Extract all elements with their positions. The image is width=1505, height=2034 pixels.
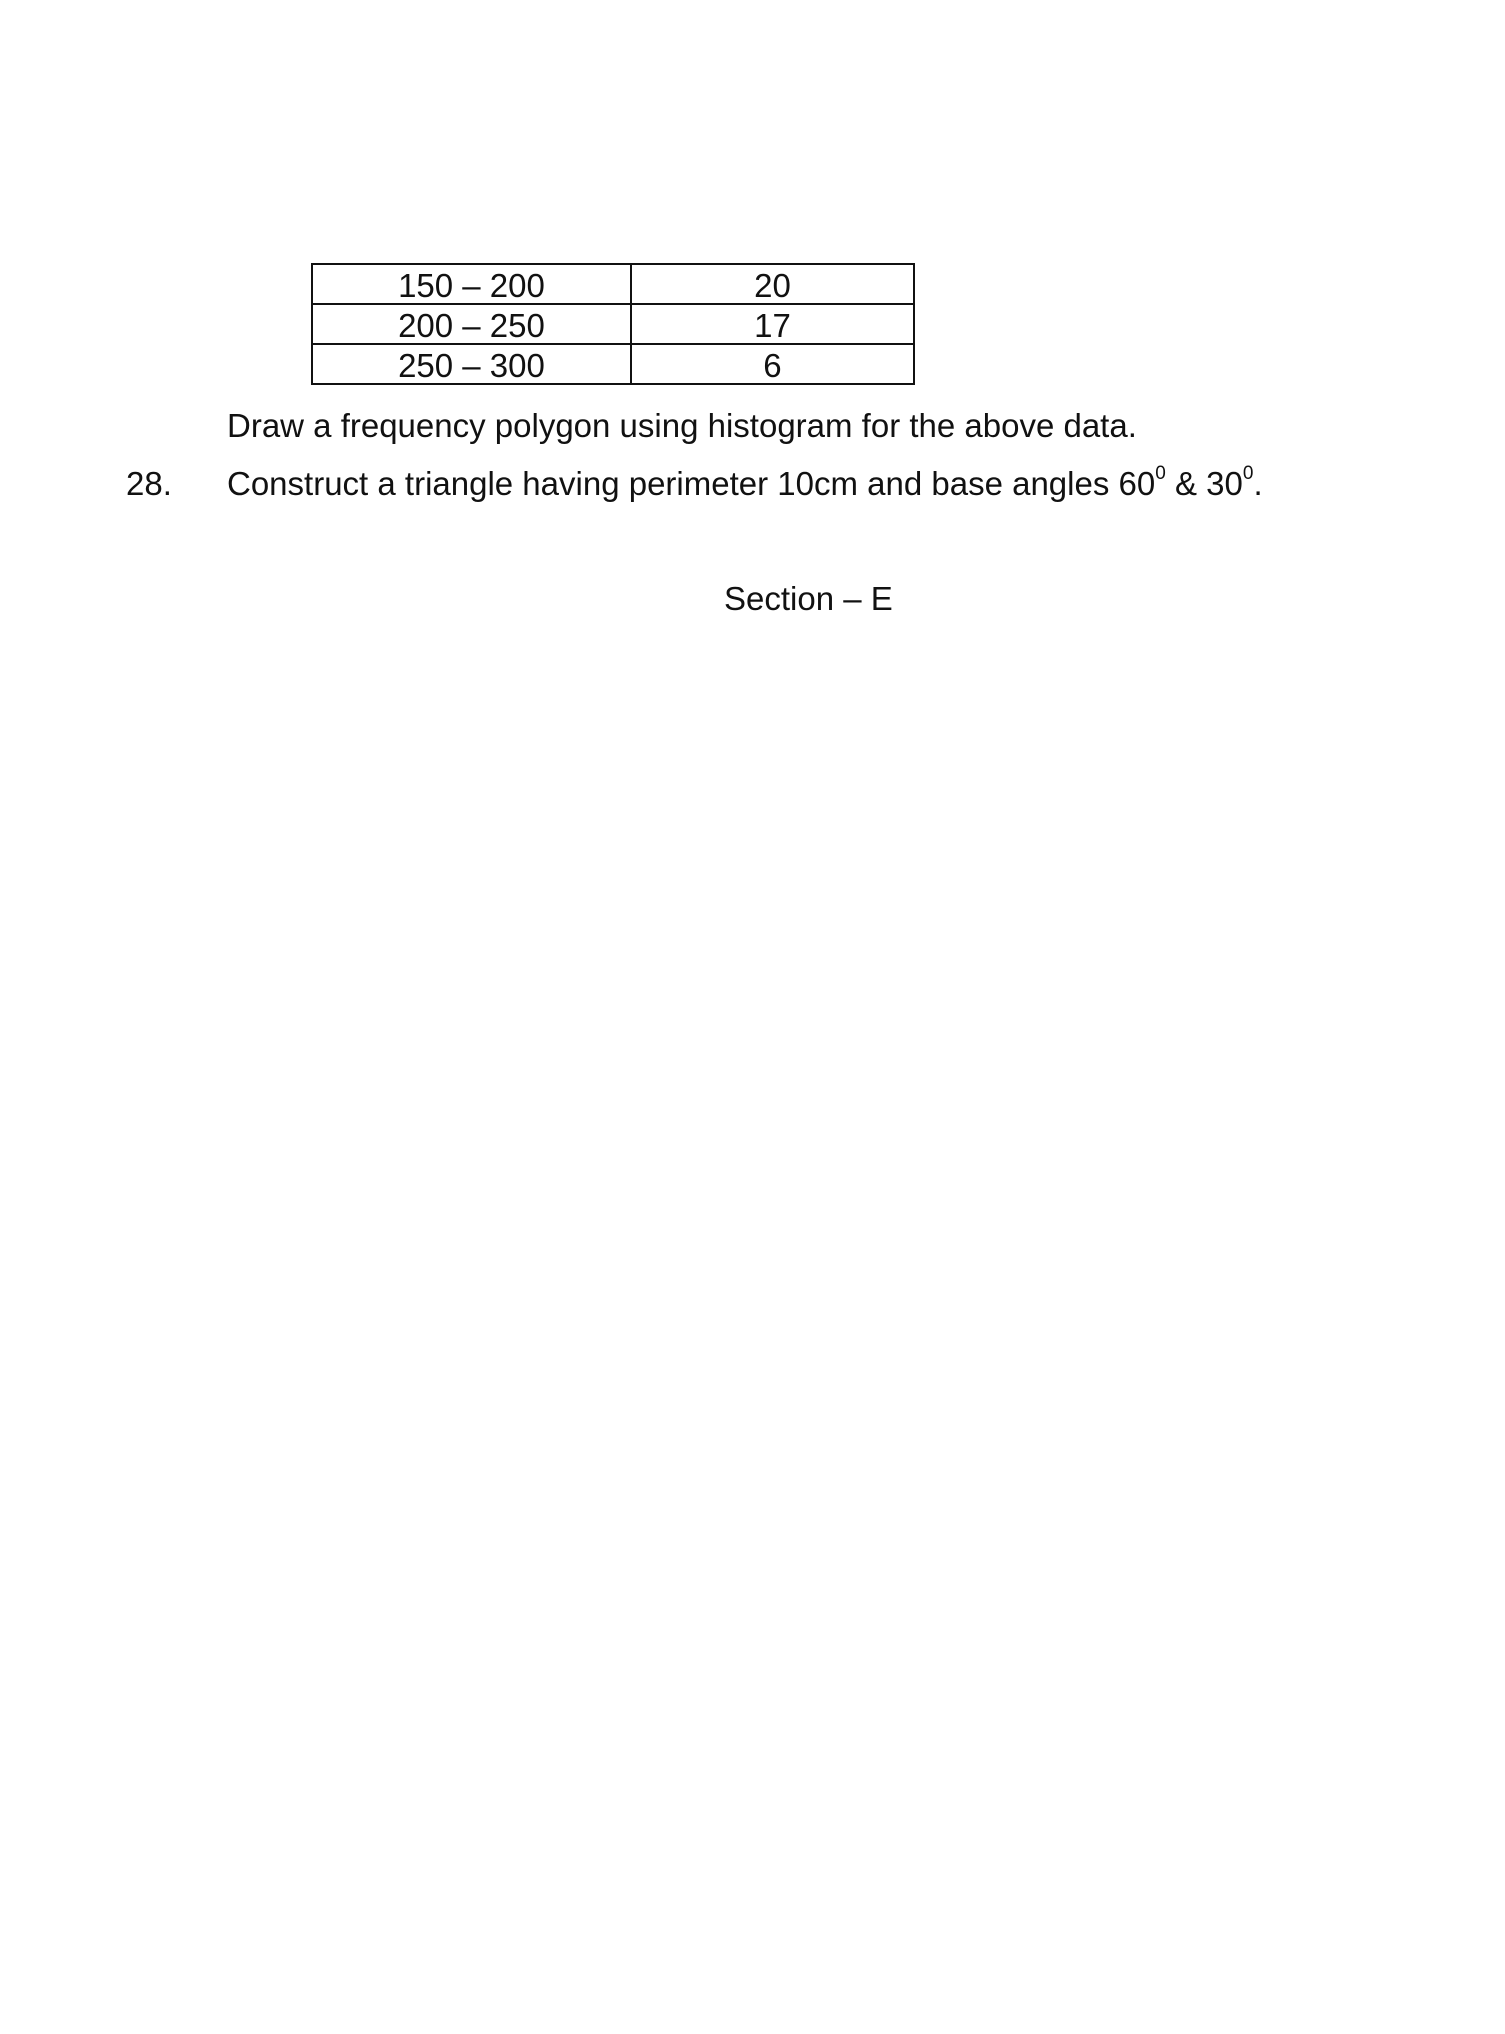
question-text-part: Construct a triangle having perimeter 10cm and base angles 60 <box>227 465 1156 502</box>
degree-superscript: 0 <box>1242 463 1254 484</box>
class-interval-cell: 150 – 200 <box>312 264 631 304</box>
question-text <box>227 463 1263 502</box>
question-text-part: & 30 <box>1165 465 1243 502</box>
class-interval-cell: 200 – 250 <box>312 304 631 344</box>
table-row <box>312 304 914 344</box>
frequency-cell: 17 <box>631 304 914 344</box>
frequency-cell: 6 <box>631 344 914 384</box>
frequency-cell: 20 <box>631 264 914 304</box>
question-text-part: . <box>1253 465 1263 502</box>
section-heading: Section – E <box>724 580 893 617</box>
instruction-text: Draw a frequency polygon using histogram for the above data. <box>227 407 1137 444</box>
class-interval-cell: 250 – 300 <box>312 344 631 384</box>
frequency-table <box>311 263 915 385</box>
table-row <box>312 344 914 384</box>
table-row <box>312 264 914 304</box>
question-number: 28. <box>126 465 172 502</box>
degree-superscript: 0 <box>1155 463 1166 484</box>
